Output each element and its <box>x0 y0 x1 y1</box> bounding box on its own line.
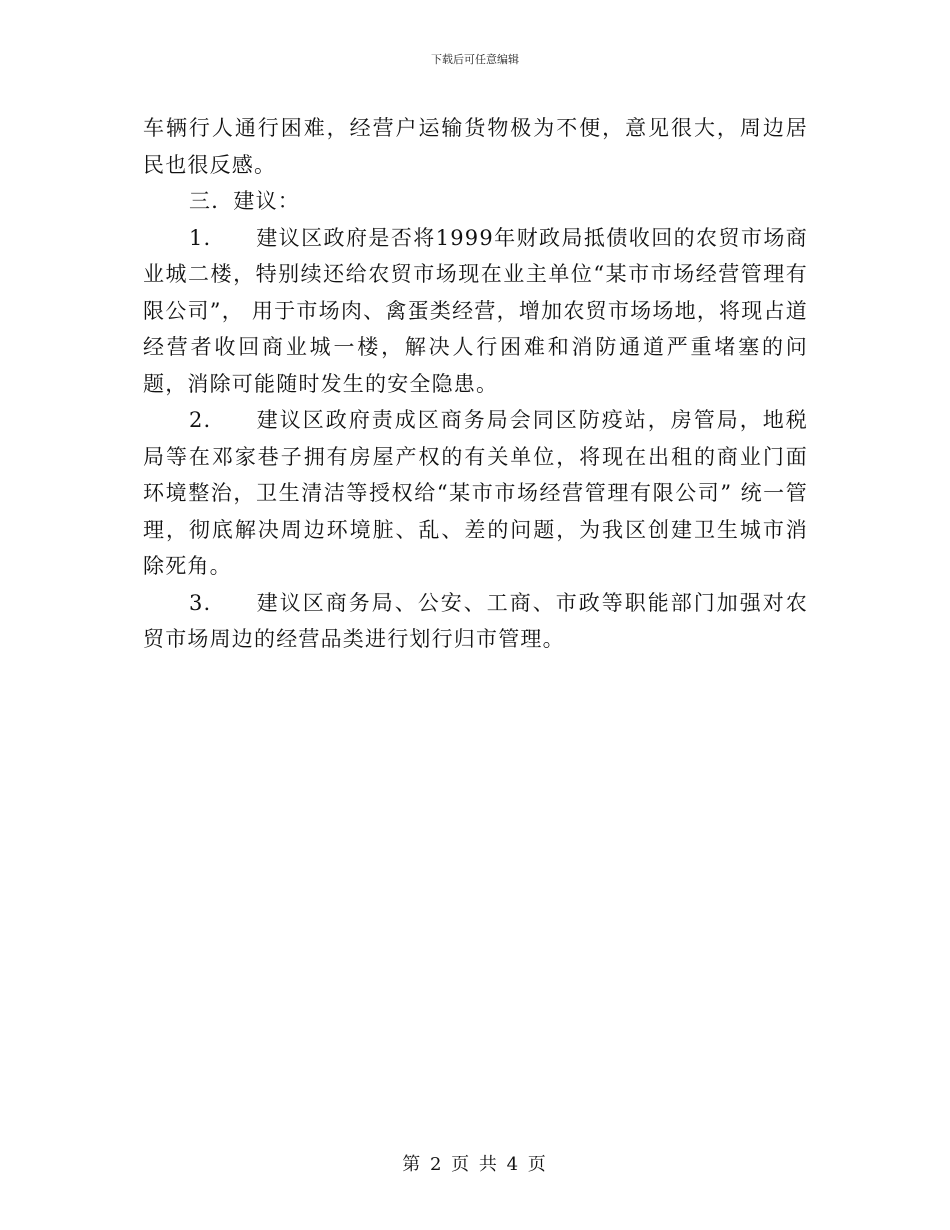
recommendation-item-3 <box>143 585 808 658</box>
section-heading: 三．建议： <box>189 189 300 213</box>
recommendation-item-2 <box>143 402 808 585</box>
document-body <box>143 110 808 658</box>
page-header: 下载后可任意编辑 <box>431 53 519 66</box>
item-number: 3. <box>189 590 212 615</box>
item-number: 1. <box>189 225 212 250</box>
item-text: 建议区商务局、公安、工商、市政等职能部门加强对农贸市场周边的经营品类进行划行归市管理。 <box>143 590 808 651</box>
item-number: 2. <box>189 408 212 432</box>
item-text: 建议区政府是否将1999年财政局抵债收回的农贸市场商业城二楼，特别续还给农贸市场现在业主单位“某市市场经营管理有限公司”， 用于市场肉、禽蛋类经营，增加农贸市场场地，将现占道经营者收回商业城一楼，解决人行困难和消防通道严重堵塞的问题，消除可能随时发生的安全隐患。 <box>143 225 808 396</box>
item-text: 建议区政府责成区商务局会同区防疫站，房管局，地税局等在邓家巷子拥有房屋产权的有关单位，将现在出租的商业门面环境整治，卫生清洁等授权给“某市市场经营管理有限公司” 统一管理，彻底解决周边环境脏、乱、差的问题，为我区创建卫生城市消除死角。 <box>143 408 808 578</box>
page-footer: 第 2 页 共 4 页 <box>402 1154 548 1175</box>
recommendation-item-1 <box>143 220 808 403</box>
paragraph-continuation: 车辆行人通行困难，经营户运输货物极为不便，意见很大，周边居民也很反感。 <box>143 116 808 177</box>
